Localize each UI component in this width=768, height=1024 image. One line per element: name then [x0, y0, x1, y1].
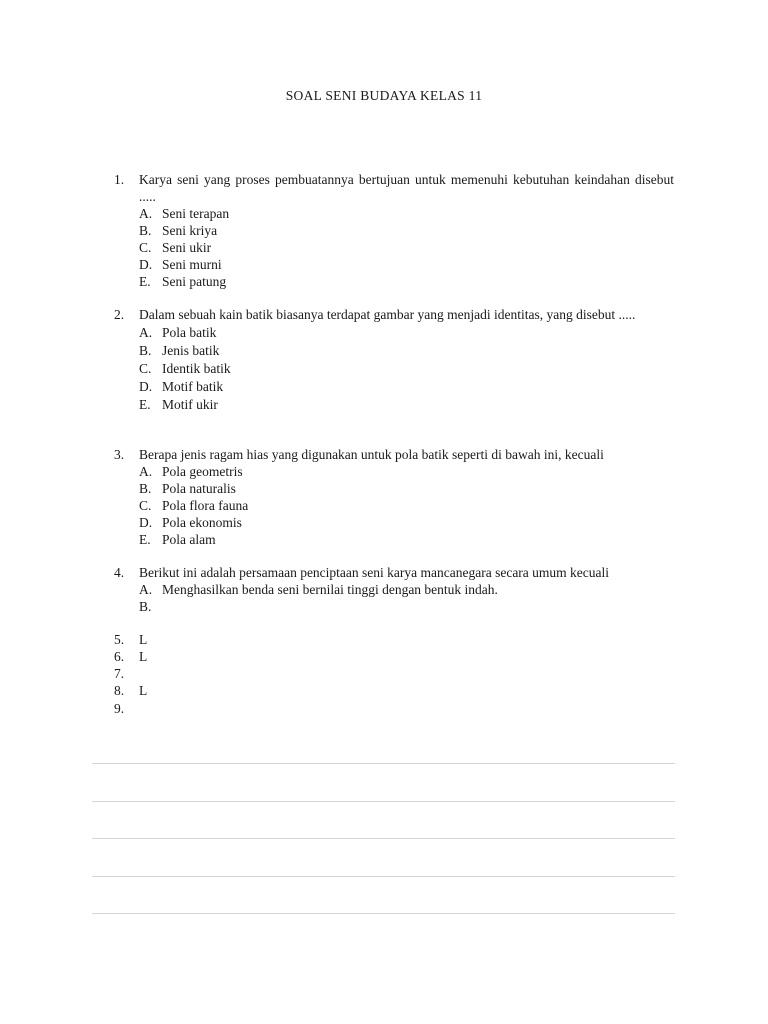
option-letter: D. [139, 515, 153, 530]
question-stem: Dalam sebuah kain batik biasanya terdapat gambar yang menjadi identitas, yang disebut ..... [139, 307, 636, 322]
option-letter: D. [139, 257, 153, 272]
option-b [139, 222, 674, 239]
option-text: Seni kriya [162, 223, 218, 238]
option-text: Pola naturalis [162, 481, 236, 496]
item-number: 7. [114, 666, 125, 681]
question-4 [114, 564, 674, 615]
list-item-8 [114, 682, 147, 699]
option-letter: E. [139, 397, 151, 412]
question-stem: Berapa jenis ragam hias yang digunakan untuk pola batik seperti di bawah ini, kecuali [139, 447, 604, 462]
item-number: 8. [114, 683, 125, 698]
option-e [139, 273, 674, 290]
item-text: L [139, 683, 148, 698]
ruled-line [92, 801, 675, 802]
question-number: 1. [114, 172, 125, 187]
option-letter: B. [139, 223, 152, 238]
option-letter: E. [139, 532, 151, 547]
option-d [139, 378, 674, 396]
question-number: 4. [114, 565, 125, 580]
option-a [139, 205, 674, 222]
list-item-9 [114, 700, 139, 717]
question-3 [114, 446, 674, 548]
item-text: L [139, 649, 148, 664]
option-d [139, 514, 674, 531]
option-b [139, 598, 674, 615]
option-b [139, 342, 674, 360]
option-text: Pola geometris [162, 464, 243, 479]
option-letter: C. [139, 498, 152, 513]
option-text: Menghasilkan benda seni bernilai tinggi dengan bentuk indah. [162, 582, 498, 597]
item-text: L [139, 632, 148, 647]
ruled-line [92, 838, 675, 839]
item-number: 5. [114, 632, 125, 647]
option-text: Motif ukir [162, 397, 218, 412]
option-a [139, 324, 674, 342]
question-1 [114, 171, 674, 290]
option-letter: C. [139, 240, 152, 255]
option-e [139, 531, 674, 548]
option-letter: B. [139, 599, 152, 614]
question-stem: Berikut ini adalah persamaan penciptaan seni karya mancanegara secara umum kecuali [139, 565, 610, 580]
question-2 [114, 306, 674, 414]
option-letter: A. [139, 325, 153, 340]
option-e [139, 396, 674, 414]
option-d [139, 256, 674, 273]
option-text: Seni patung [162, 274, 227, 289]
question-stem: Karya seni yang proses pembuatannya bertujuan untuk memenuhi kebutuhan keindahan disebut ..... [139, 172, 674, 204]
option-text: Pola ekonomis [162, 515, 242, 530]
question-number: 2. [114, 307, 125, 322]
option-letter: B. [139, 343, 152, 358]
option-text: Seni murni [162, 257, 222, 272]
option-c [139, 239, 674, 256]
item-number: 6. [114, 649, 125, 664]
item-number: 9. [114, 701, 125, 716]
option-text: Identik batik [162, 361, 231, 376]
option-letter: E. [139, 274, 151, 289]
option-text: Pola alam [162, 532, 216, 547]
option-letter: A. [139, 464, 153, 479]
option-b [139, 480, 674, 497]
option-a [139, 581, 674, 598]
option-text: Seni ukir [162, 240, 212, 255]
option-letter: A. [139, 206, 153, 221]
option-c [139, 360, 674, 378]
option-letter: C. [139, 361, 152, 376]
option-letter: D. [139, 379, 153, 394]
ruled-line [92, 876, 675, 877]
option-text: Seni terapan [162, 206, 230, 221]
option-text: Pola flora fauna [162, 498, 249, 513]
list-item-5 [114, 631, 147, 648]
option-letter: A. [139, 582, 153, 597]
question-number: 3. [114, 447, 125, 462]
ruled-line [92, 913, 675, 914]
ruled-line [92, 763, 675, 764]
option-letter: B. [139, 481, 152, 496]
option-text: Motif batik [162, 379, 224, 394]
option-a [139, 463, 674, 480]
option-text: Pola batik [162, 325, 217, 340]
page-title: SOAL SENI BUDAYA KELAS 11 [285, 88, 483, 103]
list-item-6 [114, 648, 147, 665]
option-c [139, 497, 674, 514]
list-item-7 [114, 665, 139, 682]
option-text: Jenis batik [162, 343, 220, 358]
